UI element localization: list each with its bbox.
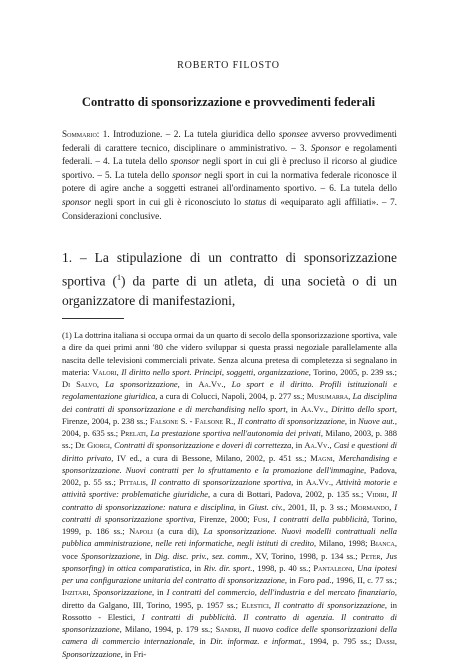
fn-italic: Il nuovo codice delle sponsorizzazioni della camera di commercio internazionale xyxy=(62,624,398,647)
fn-text: , voce xyxy=(62,538,397,561)
fn-text: , Firenze, 2000; xyxy=(193,513,254,524)
fn-italic: Il diritto nello sport. Principi, soggetti, organizzazione xyxy=(121,366,309,377)
fn-text: , xyxy=(267,513,274,524)
fn-italic: La prestazione sportiva nell'autonomia dei privati xyxy=(150,428,321,438)
summary-text: negli sport in cui la normativa federale riconosce il potere di agire anche a soggetti estranei all'ordinamento sportivo. – 6. La tutela dello xyxy=(62,169,397,194)
fn-italic: Casi e questioni di diritto privato xyxy=(62,440,398,463)
fn-author: Bianca xyxy=(370,538,395,549)
summary-text: negli sport in cui gli è riconosciuto lo xyxy=(91,196,245,207)
fn-author: Elestici xyxy=(241,599,269,610)
fn-text: , IV ed., a cura di Bessone, Milano, 2002, p. 451 ss.; xyxy=(111,452,311,463)
fn-italic: Il contratto di sponsorizzazione xyxy=(274,599,385,610)
fn-text: , xyxy=(330,477,337,487)
fn-italic: Dir. informaz. e informat. xyxy=(210,636,304,647)
summary-text: negli sport in cui gli è precluso il ricorso al giudice sportivo. – 5. La tutela dello xyxy=(62,156,397,180)
article-title: Contratto di sponsorizzazione e provvedimenti federali xyxy=(81,95,376,109)
fn-italic: Jus sponsorfing) in ottica comparatistica xyxy=(62,550,397,573)
fn-text: , xyxy=(386,489,392,500)
fn-text: (1) La dottrina italiana si occupa ormai da un quarto di secolo della sponsorizzazione sportiva, vale a dire da quei primi anni '80 che videro sviluppar si questa prassi negoziale parallelamente alla nascita delle televisioni commerciali private. Senza alcuna pretesa di completezza si segnalano in materia: xyxy=(62,330,397,377)
fn-italic: Contratti di sponsorizzazione e doveri di correttezza xyxy=(114,440,292,451)
fn-author: Magni xyxy=(310,452,333,463)
fn-italic: I contratti della pubblicità xyxy=(273,513,367,524)
fn-text: , xyxy=(239,624,245,634)
fn-author: Prelati xyxy=(120,428,146,438)
section-1-paragraph xyxy=(62,248,397,310)
summary-text: avverso provvedimenti federali di carattere tecnico, disciplinare o amministrativo. – 3. xyxy=(62,129,397,153)
fn-text: , xyxy=(394,636,397,647)
summary-label: Sommario: xyxy=(62,129,100,139)
fn-italic: Nuove aut. xyxy=(358,415,395,426)
fn-italic: I contratti di pubblicità. Il contratto di agenzia. Il contratto di sponsorizzazione xyxy=(62,611,397,634)
fn-text: , XV, Torino, 1998, p. 134 ss.; xyxy=(249,550,361,561)
fn-text: , in xyxy=(189,562,204,573)
fn-text: , 2004, p. 635 ss.; xyxy=(62,415,397,438)
fn-italic: Dig. disc. priv., sez. comm. xyxy=(154,550,250,561)
fn-italic: Sponsorizzazione xyxy=(93,587,152,598)
fn-text: , xyxy=(352,562,358,573)
summary-paragraph xyxy=(62,128,397,223)
fn-text: (a cura di), xyxy=(152,526,204,536)
fn-author: Vidiri xyxy=(366,489,387,500)
fn-text: , 2001, II, p. 3 ss.; xyxy=(282,501,351,512)
fn-author: Pantaleoni xyxy=(313,562,353,573)
fn-text: , in xyxy=(177,379,199,389)
fn-author: Dassi xyxy=(375,636,395,647)
summary-text: 1. Introduzione. – 2. La tutela giuridica dello xyxy=(99,129,279,139)
fn-text: , in xyxy=(285,403,301,414)
fn-text: , xyxy=(268,599,275,610)
fn-text: , Torino, 2005, p. 239 ss.; xyxy=(308,366,397,377)
fn-text: , in xyxy=(233,501,249,512)
fn-text: , xyxy=(332,452,339,463)
fn-text: , Milano, 1998; xyxy=(314,538,371,549)
fn-text: , xyxy=(145,428,151,438)
fn-author: Di Salvo xyxy=(62,379,97,389)
footnote-1 xyxy=(62,329,397,660)
fn-italic: I contratti di sponsorizzazione sportiva xyxy=(62,501,397,524)
fn-text: , 1998, p. 40 ss.; xyxy=(252,562,314,573)
fn-italic: Il contratto di sponsorizzazione sportiva xyxy=(150,477,292,487)
fn-italic: Attività motorie e attività sportive: problematiche giuridiche xyxy=(62,477,398,500)
summary-italic: sponsor xyxy=(170,156,200,167)
fn-author: Falsone S. - Falsone R. xyxy=(149,415,234,426)
summary-italic: Sponsor xyxy=(310,142,341,153)
fn-author: Musumarra xyxy=(306,391,349,402)
fn-italic: Il contratto di sponsorizzazione xyxy=(237,415,345,426)
summary-italic: sponsor xyxy=(172,169,202,180)
fn-text: , a cura di Colucci, Napoli, 2004, p. 277 ss.; xyxy=(155,391,307,402)
fn-text: , a cura di Bottari, Padova, 2002, p. 135 ss.; xyxy=(207,489,367,500)
fn-text: , Padova, 2002, p. 55 ss.; xyxy=(62,464,397,487)
fn-text: , xyxy=(389,501,395,512)
summary-italic: sponsee xyxy=(278,129,308,139)
fn-text: , xyxy=(109,440,115,451)
fn-italic: Sponsorizzazione xyxy=(81,550,140,561)
fn-italic: La sponsorizzazione xyxy=(105,379,178,389)
fn-author: Inzitari xyxy=(62,587,89,598)
fn-text: , Milano, 1994, p. 179 ss.; xyxy=(119,624,216,634)
fn-text: , in xyxy=(192,636,211,647)
fn-text: , xyxy=(329,440,334,451)
fn-italic: Una ipotesi per una configurazione unitaria del contratto di sponsorizzazione xyxy=(62,562,397,585)
fn-author: Pittalis xyxy=(118,477,146,487)
summary-italic: sponsor xyxy=(62,196,92,207)
fn-text: , xyxy=(233,415,238,426)
fn-author: Valori xyxy=(92,366,117,377)
fn-italic: I contratti del commercio, dell'industria e del mercato finanziario xyxy=(166,587,395,598)
fn-italic: Il contratto di sponsorizzazione: natura e disciplina xyxy=(62,489,398,512)
fn-author: De Giorgi xyxy=(75,440,110,451)
fn-text: , Torino, 1999, p. 186 ss.; xyxy=(62,513,397,536)
fn-author: Peter xyxy=(360,550,381,561)
fn-text: , xyxy=(116,366,122,377)
fn-text: , xyxy=(145,477,151,487)
body-text: 1. – La stipulazione di un contratto di sponsorizzazione sportiva ( xyxy=(62,250,397,288)
fn-italic: Foro pad. xyxy=(298,575,332,585)
fn-author: Aa.Vv. xyxy=(305,477,331,487)
running-author: ROBERTO FILOSTO xyxy=(177,60,280,71)
fn-author: Sandri xyxy=(215,624,240,634)
fn-text: , diretto da Galgano, III, Torino, 1995, p. 1957 ss.; xyxy=(62,587,398,610)
fn-italic: Riv. dir. sport. xyxy=(203,562,253,573)
fn-italic: La disciplina dei contratti di sponsorizzazione e di merchandising nello sport xyxy=(62,391,397,414)
fn-text: , Firenze, 2004, p. 238 ss.; xyxy=(62,403,397,426)
fn-author: Aa.Vv. xyxy=(198,379,224,389)
fn-text: , xyxy=(348,391,353,402)
fn-text: , in xyxy=(284,575,299,585)
fn-text: , 1994, p. 795 ss.; xyxy=(303,636,376,647)
fn-italic: La sponsorizzazione. Nuovi modelli contrattuali nella pubblica amministrazione, nelle reti informatiche, negli istituti di credito xyxy=(62,526,397,549)
fn-author: Mormando xyxy=(350,501,390,512)
fn-text: , in xyxy=(139,550,155,561)
fn-text: , in xyxy=(291,477,306,487)
fn-text: , xyxy=(380,550,386,561)
fn-text: , 1996, II, c. 77 ss.; xyxy=(331,575,397,585)
summary-text: di «equiparato agli affiliati». – 7. Considerazioni conclusive. xyxy=(62,196,397,221)
fn-text: , Milano, 2003, p. 388 ss.; xyxy=(62,428,397,451)
summary-text: e regolamenti federali. – 4. La tutela dello xyxy=(62,142,397,167)
body-text: ) da parte di un atleta, di una società o di un organizzatore di manifestazioni, xyxy=(62,273,397,308)
fn-author: Napoli xyxy=(129,526,153,536)
fn-text: , in xyxy=(152,587,167,598)
footnote-reference: 1 xyxy=(116,272,121,282)
fn-author: Fusi xyxy=(253,513,268,524)
fn-italic: Diritto dello sport xyxy=(331,403,395,414)
footnote-separator xyxy=(62,318,124,319)
fn-author: Aa.Vv. xyxy=(304,440,330,451)
fn-italic: Giust. civ. xyxy=(248,501,283,512)
fn-text: , in Rossotto - Elestici, xyxy=(62,599,397,622)
fn-text: , in xyxy=(291,440,305,451)
fn-author: Aa.Vv. xyxy=(300,403,326,414)
fn-text: , in xyxy=(344,415,359,426)
fn-text: , xyxy=(325,403,332,414)
fn-italic: Merchandising e sponsorizzazione. Nuovi contratti per lo sfruttamento e la promozione dell'immagine xyxy=(62,452,397,475)
fn-italic: Lo sport e il diritto. Profili istituzionali e regolamentazione giuridica xyxy=(62,379,398,402)
fn-text: , in Fri- xyxy=(120,648,147,659)
fn-italic: Sponsorizzazione xyxy=(62,648,121,659)
summary-italic: status xyxy=(244,196,267,207)
fn-text: , xyxy=(96,379,106,389)
fn-text: , xyxy=(88,587,94,598)
fn-text: , xyxy=(223,379,232,389)
